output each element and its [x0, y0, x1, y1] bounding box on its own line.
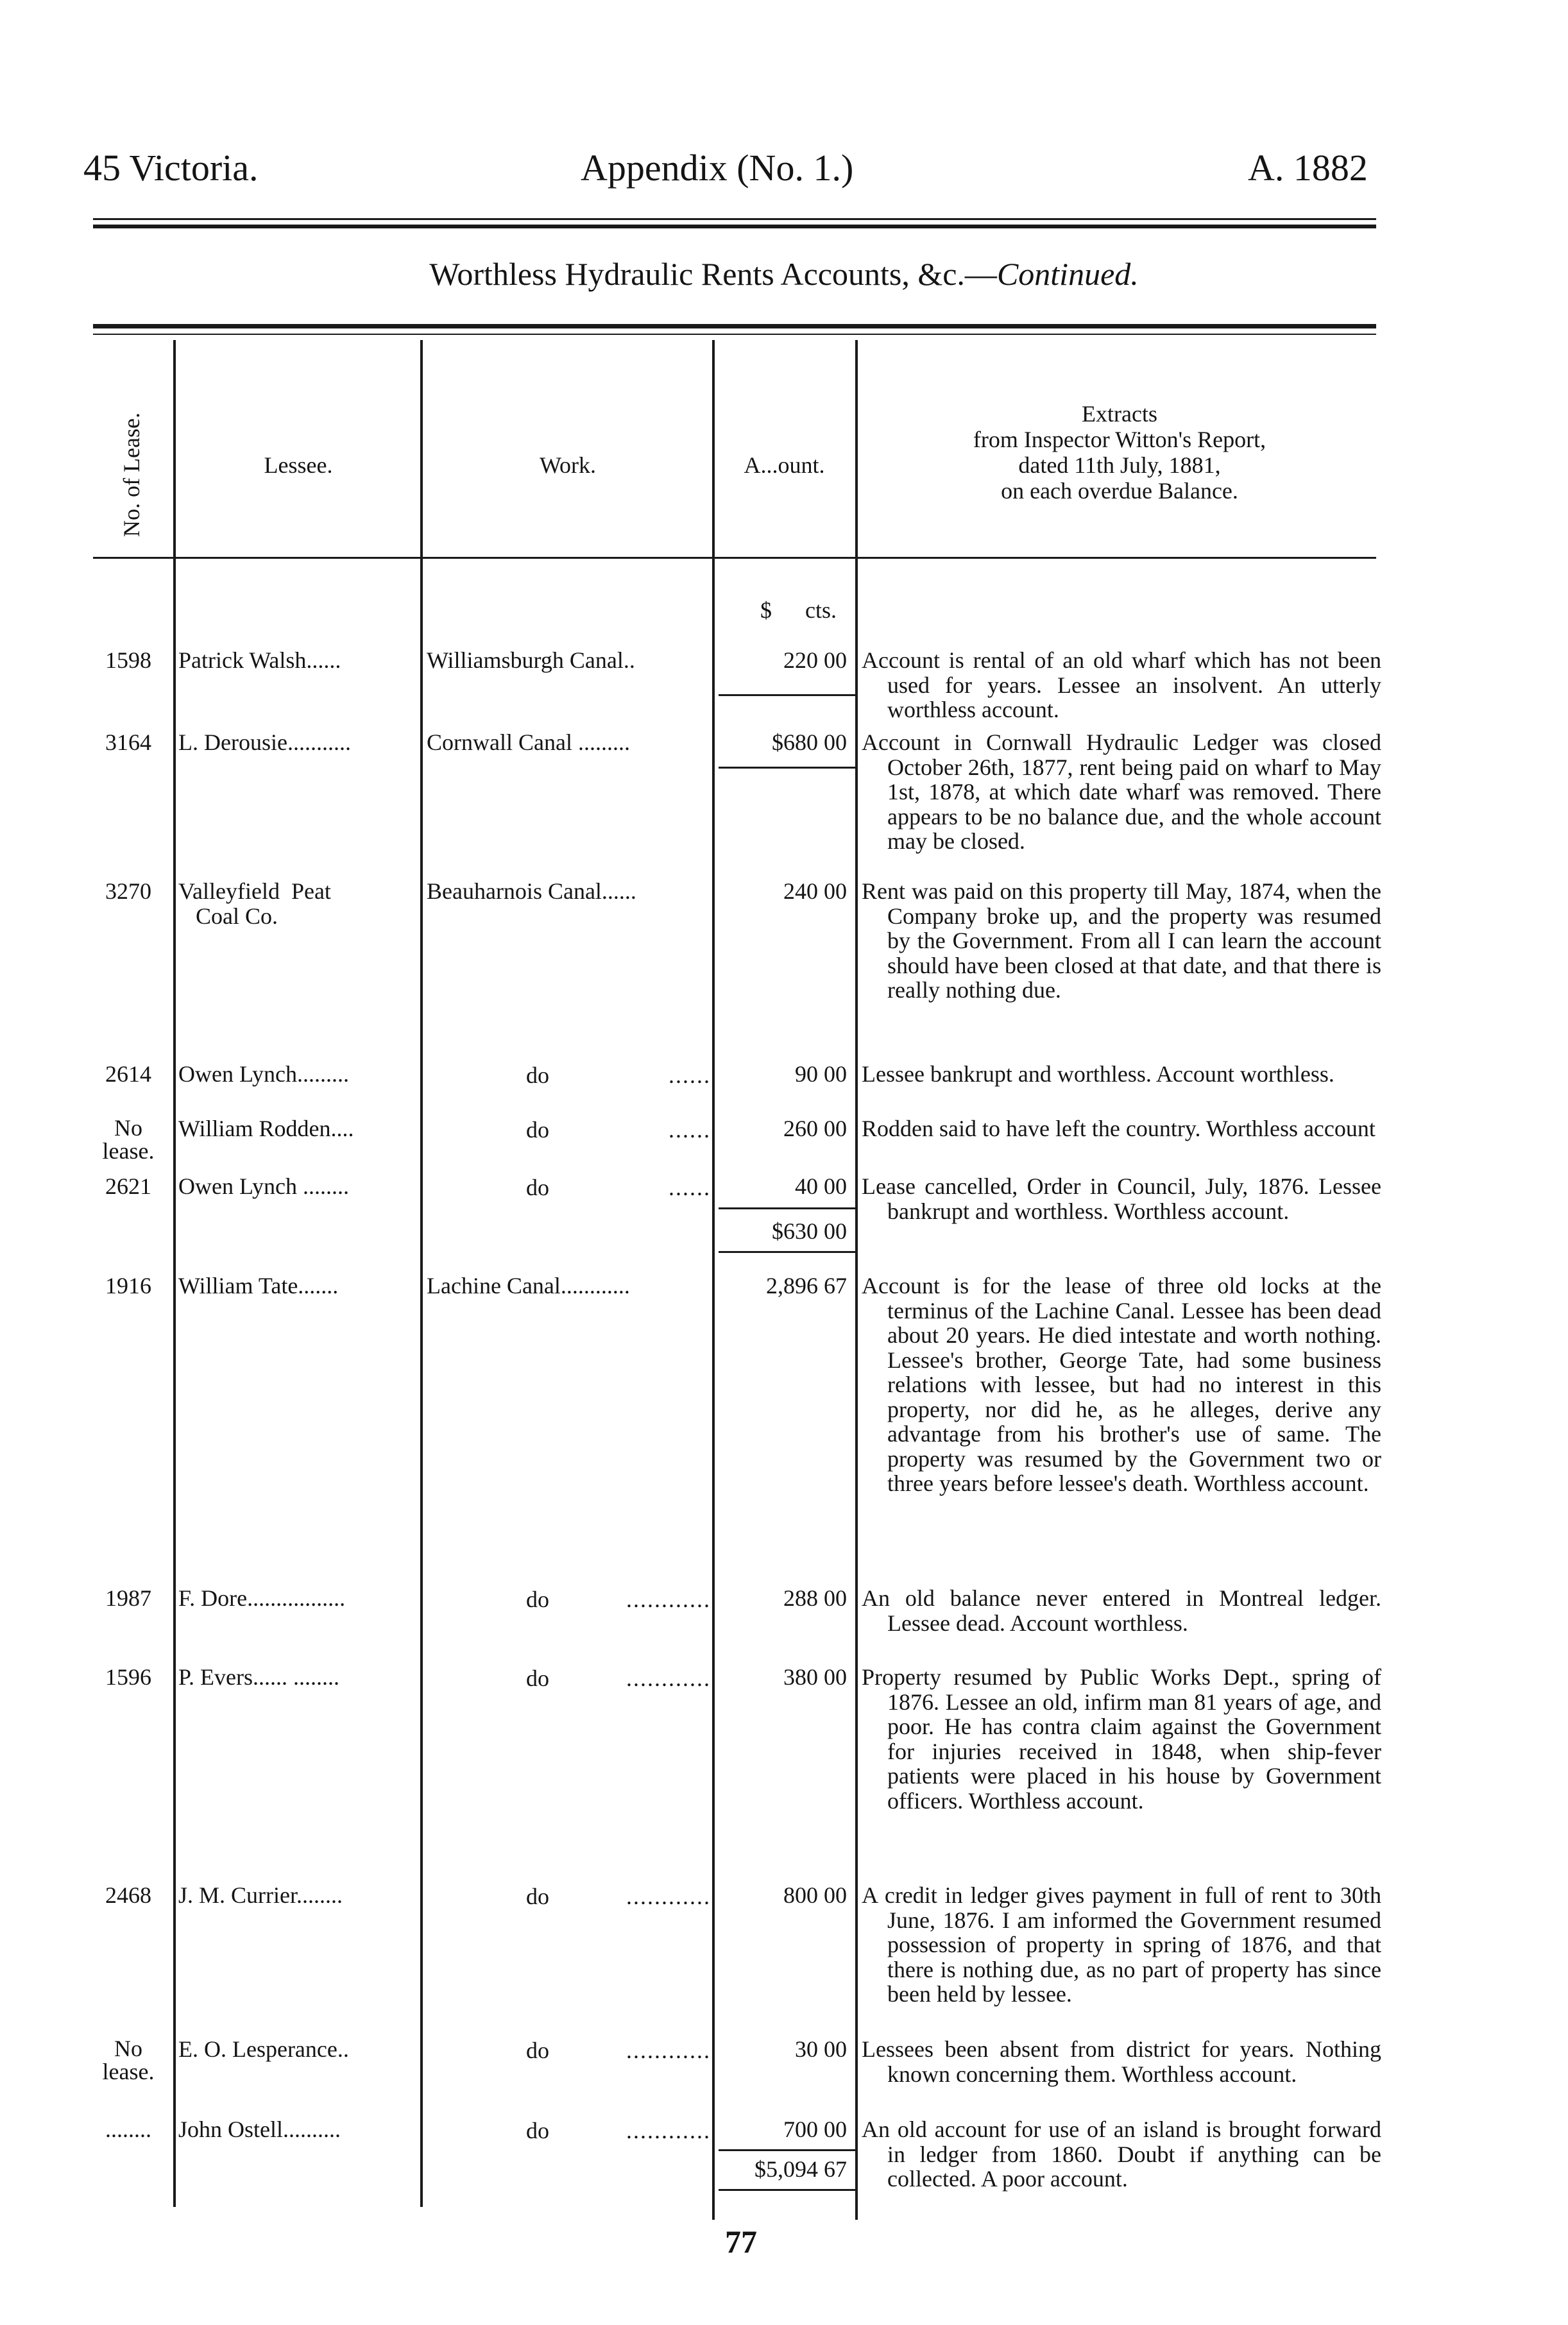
table-top-rule-thin	[93, 334, 1376, 335]
header-center: Appendix (No. 1.)	[581, 147, 854, 189]
col-head-extracts: Extracts from Inspector Witton's Report, dated 11th July, 1881, on each overdue Balance.	[973, 401, 1266, 504]
page-number: 77	[725, 2224, 757, 2260]
table-top-rule	[93, 324, 1376, 328]
col-head-amount: A...ount.	[744, 452, 825, 478]
row-1916-amount: 2,896 67	[766, 1273, 847, 1299]
subtotal-amount: $630 00	[772, 1218, 847, 1244]
row-1916-extract: Account is for the lease of three old locks at the terminus of the Lachine Canal. Lessee has been dead about 20 years. He died intestate and worth nothing. Lessee's brother, George Tate, had some business relations with lessee, but had no interest in this property, nor did he, as he alleges, derive any advantage from his brother's use of same. The property was resumed by the Government two or three years before lessee's death. Worthless account.	[862, 1273, 1381, 1496]
row-lesperance-no: No lease.	[102, 2036, 155, 2084]
total-rule-bottom	[719, 2189, 856, 2191]
row-3164-work: Cornwall Canal .........	[427, 729, 630, 755]
row-1916-lessee: William Tate.......	[178, 1273, 339, 1299]
row-1987-lessee: F. Dore.................	[178, 1585, 346, 1611]
row-2468-amount: 800 00	[783, 1882, 847, 1908]
col-divider-2	[420, 340, 423, 2207]
table-title: Worthless Hydraulic Rents Accounts, &c.—Continued.	[429, 256, 1139, 292]
total-amount: $5,094 67	[754, 2156, 847, 2182]
row-lesperance-amount: 30 00	[795, 2036, 847, 2062]
row-1598-amount: 220 00	[783, 647, 847, 673]
header-rule-thin	[93, 218, 1376, 220]
row-1987-amount: 288 00	[783, 1585, 847, 1611]
row-rodden-amount: 260 00	[783, 1116, 847, 1141]
unit-dollars: $	[760, 597, 772, 623]
row-3270-lessee: Valleyfield Peat Coal Co.	[178, 878, 331, 929]
col-head-no: No. of Lease.	[119, 413, 144, 537]
col-divider-3	[712, 340, 715, 2220]
row-3164-extract: Account in Cornwall Hydraulic Ledger was closed October 26th, 1877, rent being paid on wharf to May 1st, 1878, at which date wharf was removed. There appears to be no balance due, and the whole account may be closed.	[862, 729, 1381, 854]
row-3270-amount: 240 00	[783, 878, 847, 904]
row-1596-extract: Property resumed by Public Works Dept., spring of 1876. Lessee an old, infirm man 81 years of age, and poor. He has contra claim against the Government for injuries received in 1848, when ship-fever patients were placed in his house by Government officers. Worthless account.	[862, 1664, 1381, 1814]
header-right: A. 1882	[1248, 147, 1368, 189]
row-1916-work: Lachine Canal............	[427, 1273, 630, 1299]
row-2468-no: 2468	[105, 1882, 151, 1908]
amount-separator	[719, 767, 856, 769]
row-lesperance-lessee: E. O. Lesperance..	[178, 2036, 349, 2062]
row-2614-amount: 90 00	[795, 1061, 847, 1087]
subtotal-rule	[719, 1207, 856, 1209]
col-divider-1	[173, 340, 176, 2207]
row-2621-lessee: Owen Lynch ........	[178, 1173, 349, 1199]
row-rodden-no: No lease.	[102, 1115, 155, 1164]
row-3164-lessee: L. Derousie...........	[178, 729, 351, 755]
row-ostell-amount: 700 00	[783, 2116, 847, 2142]
row-1596-lessee: P. Evers...... ........	[178, 1664, 339, 1690]
row-3164-no: 3164	[105, 729, 151, 755]
header-left: 45 Victoria.	[83, 147, 259, 189]
row-1987-extract: An old balance never entered in Montreal ledger. Lessee dead. Account worthless.	[862, 1585, 1381, 1636]
row-3164-amount: $680 00	[772, 729, 847, 755]
row-1598-extract: Account is rental of an old wharf which has not been used for years. Lessee an insolvent. An utterly worthless account.	[862, 647, 1381, 722]
header-bottom-rule	[93, 557, 1376, 559]
row-2614-extract: Lessee bankrupt and worthless. Account worthless.	[862, 1061, 1334, 1087]
total-rule	[719, 2149, 856, 2151]
row-1987-no: 1987	[105, 1585, 151, 1611]
col-divider-4	[855, 340, 858, 2220]
row-lesperance-extract: Lessees been absent from district for years. Nothing known concerning them. Worthless account.	[862, 2036, 1381, 2087]
row-1598-no: 1598	[105, 647, 151, 673]
row-2614-no: 2614	[105, 1061, 151, 1087]
row-1598-work: Williamsburgh Canal..	[427, 647, 635, 673]
row-rodden-extract: Rodden said to have left the country. Worthless account	[862, 1116, 1376, 1141]
row-ostell-no: ........	[105, 2116, 151, 2142]
col-head-work: Work.	[539, 452, 597, 478]
row-1596-amount: 380 00	[783, 1664, 847, 1690]
row-2468-extract: A credit in ledger gives payment in full of rent to 30th June, 1876. I am informed the Government resumed possession of property in spring of 1876, and that there is nothing due, as no part of property has since been held by lessee.	[862, 1882, 1381, 2007]
row-rodden-lessee: William Rodden....	[178, 1116, 354, 1141]
header-rule-thick	[93, 225, 1376, 228]
row-2621-amount: 40 00	[795, 1173, 847, 1199]
row-2621-extract: Lease cancelled, Order in Council, July, 1876. Lessee bankrupt and worthless. Worthless account.	[862, 1173, 1381, 1224]
amount-separator	[719, 694, 856, 696]
row-1598-lessee: Patrick Walsh......	[178, 647, 341, 673]
row-3270-no: 3270	[105, 878, 151, 904]
row-ostell-extract: An old account for use of an island is brought forward in ledger from 1860. Doubt if anything can be collected. A poor account.	[862, 2116, 1381, 2192]
subtotal-rule-bottom	[719, 1251, 856, 1253]
row-2621-no: 2621	[105, 1173, 151, 1199]
row-1916-no: 1916	[105, 1273, 151, 1299]
unit-cents: cts.	[805, 597, 837, 623]
row-ostell-lessee: John Ostell..........	[178, 2116, 341, 2142]
row-2468-lessee: J. M. Currier........	[178, 1882, 343, 1908]
row-3270-work: Beauharnois Canal......	[427, 878, 636, 904]
row-2614-lessee: Owen Lynch.........	[178, 1061, 349, 1087]
row-1596-no: 1596	[105, 1664, 151, 1690]
row-3270-extract: Rent was paid on this property till May, 1874, when the Company broke up, and the property was resumed by the Government. From all I can learn the account should have been closed at that date, and that there is really nothing due.	[862, 878, 1381, 1003]
col-head-lessee: Lessee.	[264, 452, 333, 478]
